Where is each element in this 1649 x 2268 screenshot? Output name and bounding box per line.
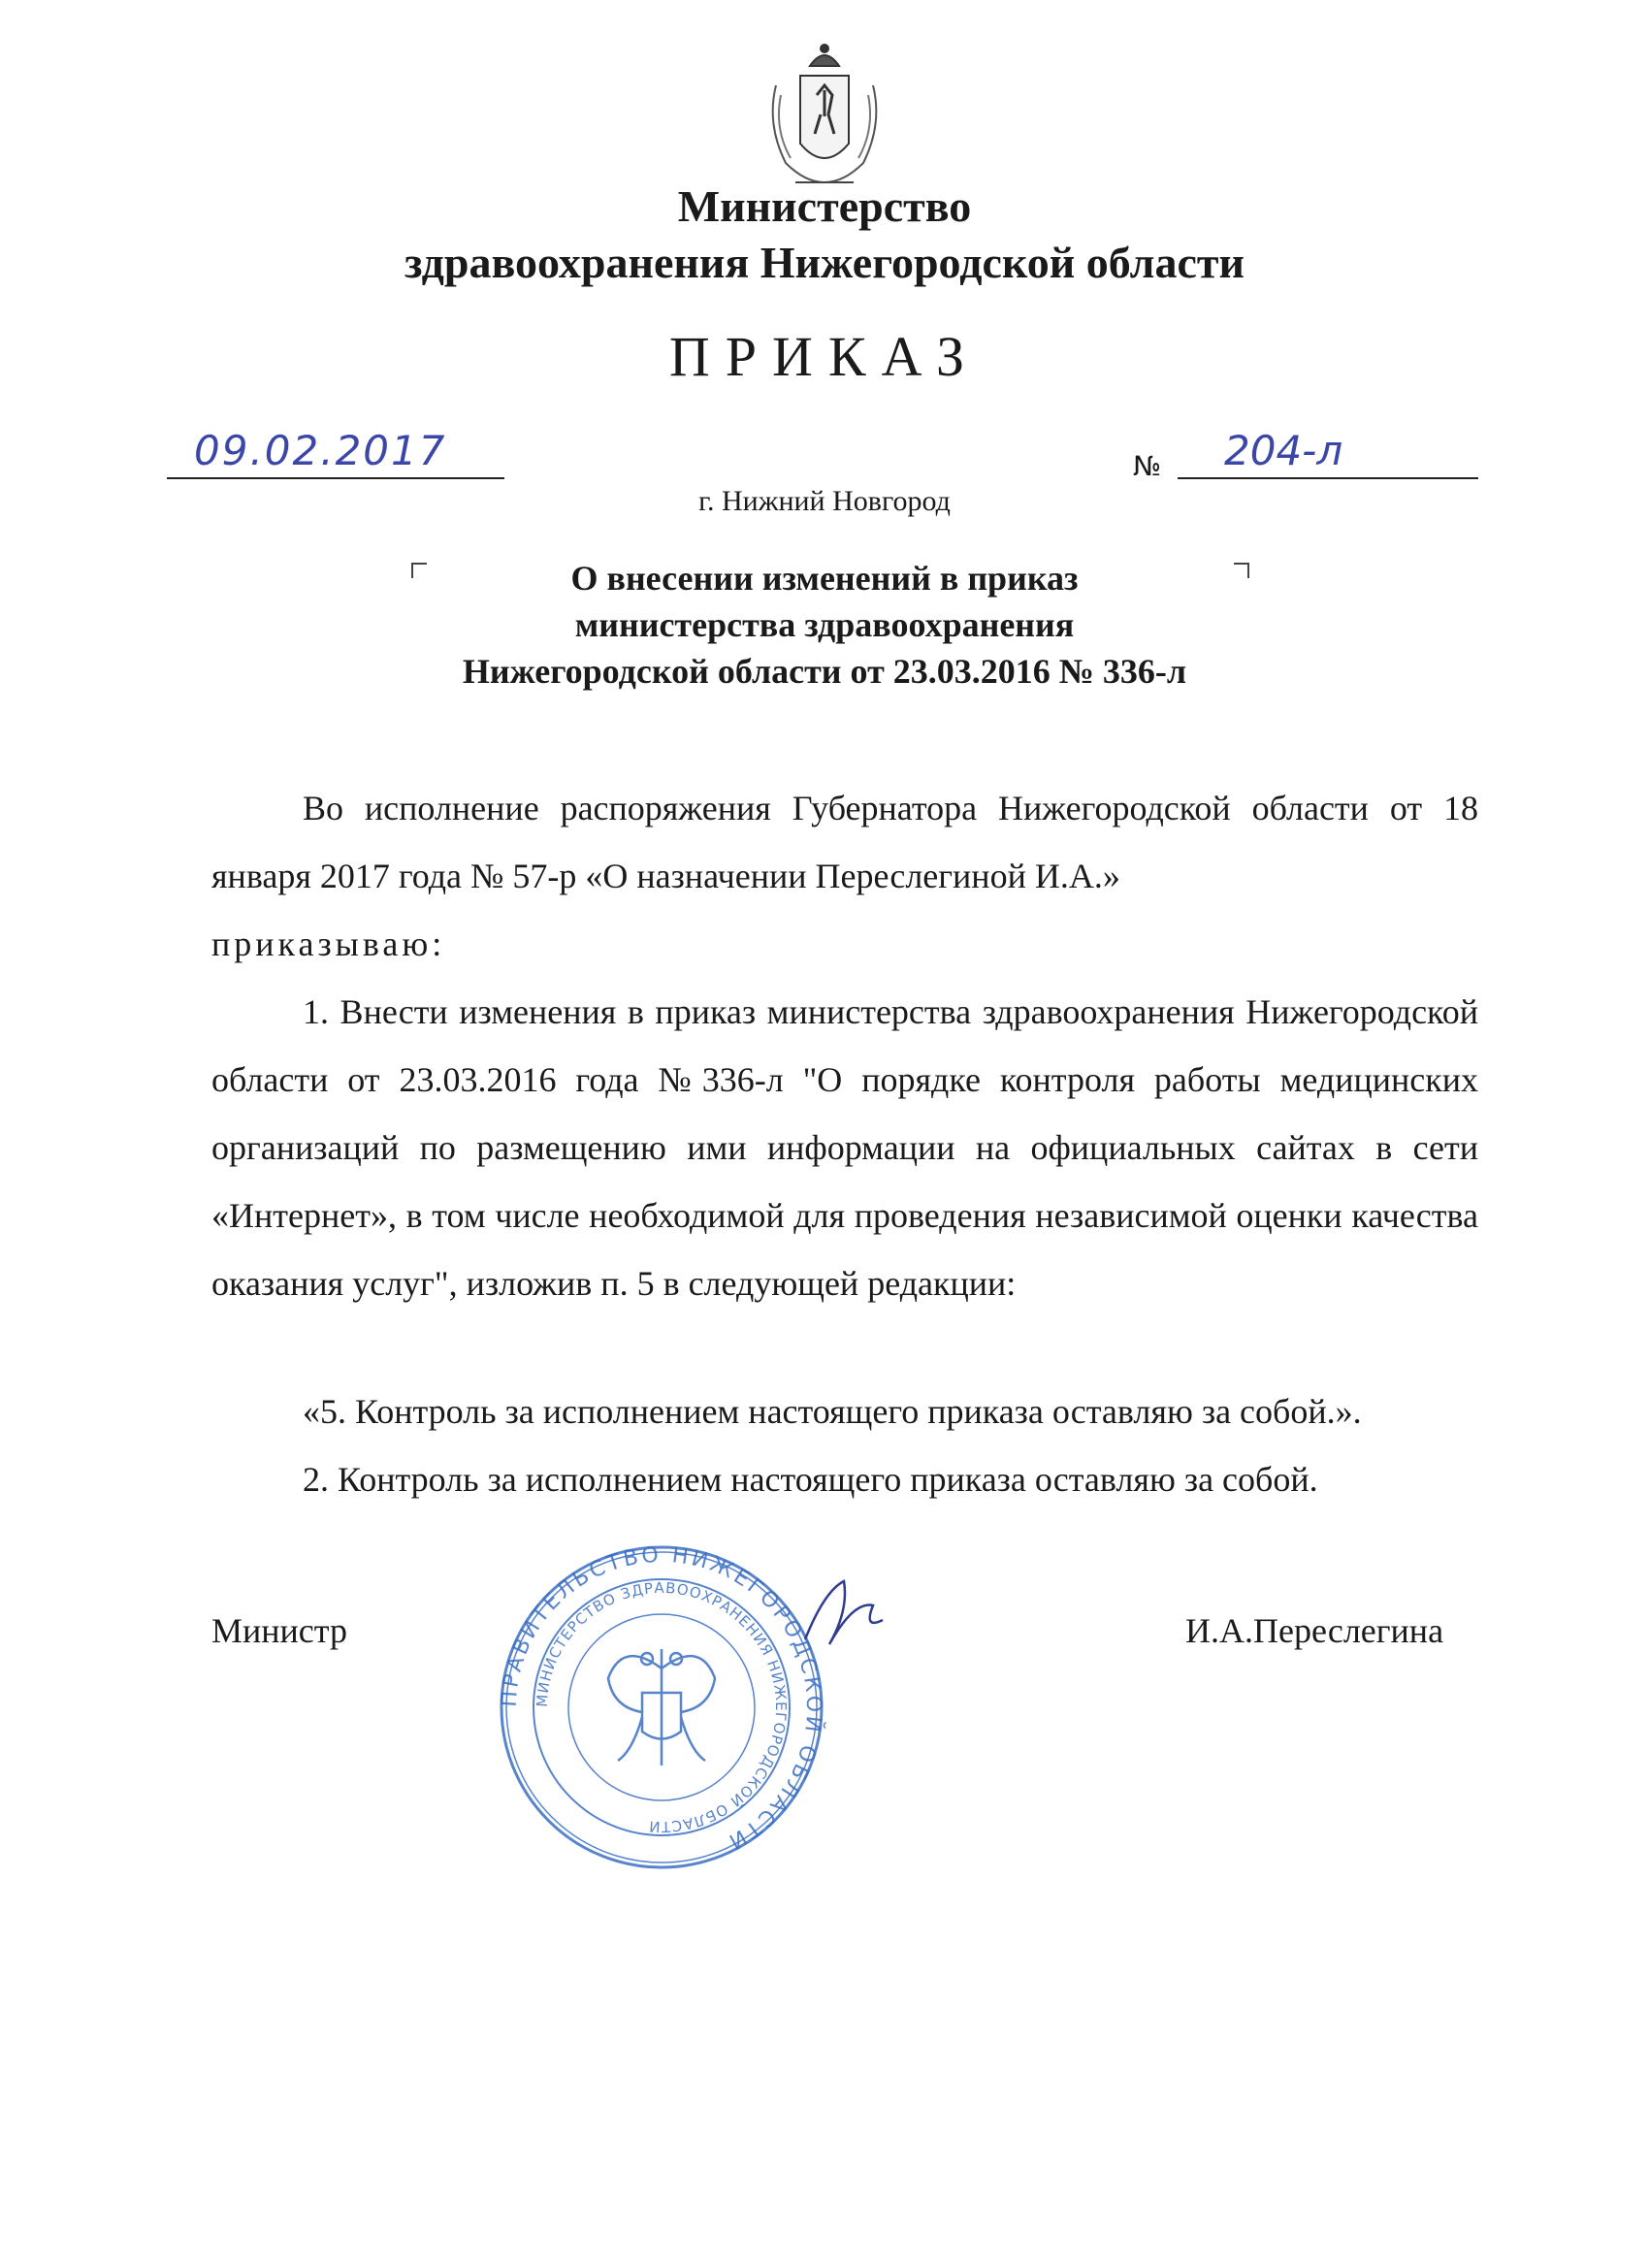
date-handwritten: 09.02.2017: [194, 427, 447, 474]
subject-line2: министерства здравоохранения: [574, 605, 1075, 644]
order-word: приказываю:: [211, 924, 446, 963]
number-handwritten: 204-л: [1224, 427, 1343, 474]
organization-name-line1: Министерство: [677, 181, 972, 231]
stamp-outer-text: ПРАВИТЕЛЬСТВО НИЖЕГОРОДСКОЙ ОБЛАСТИ: [497, 1542, 826, 1855]
order-item-1-quote: «5. Контроль за исполнением настоящего приказа оставляю за собой.».: [303, 1392, 1362, 1431]
order-item-2: 2. Контроль за исполнением настоящего приказа оставляю за собой.: [303, 1460, 1318, 1499]
order-item-1: 1. Внести изменения в приказ министерства здравоохранения Нижегородской области от 23.03.2016 года №336-л "О порядке контроля работы медицинских организаций по размещению ими информации на официальных сайтах в сети «Интернет», в том числе необходимой для проведения независимой оценки качества оказания услуг", изложив п. 5 в следующей редакции:: [211, 992, 1478, 1303]
stamp-inner-text: МИНИСТЕРСТВО ЗДРАВООХРАНЕНИЯ НИЖЕГОРОДСКОЙ ОБЛАСТИ: [533, 1578, 791, 1836]
subject-line1: О внесении изменений в приказ: [570, 559, 1079, 598]
date-underline: [167, 477, 504, 479]
subject-line3: Нижегородской области от 23.03.2016 № 336-л: [462, 652, 1187, 691]
city: г. Нижний Новгород: [698, 485, 951, 517]
official-stamp-icon: [497, 1542, 826, 1872]
preamble-paragraph: Во исполнение распоряжения Губернатора Нижегородской области от 18 января 2017 года № 57-р «О назначении Переслегиной И.А.»: [211, 789, 1478, 895]
number-sign: №: [1133, 450, 1162, 482]
coat-of-arms-icon: [757, 37, 892, 192]
signatory-position: Министр: [211, 1611, 347, 1650]
document-type-title: ПРИКАЗ: [668, 325, 981, 388]
handwritten-signature-icon: [795, 1571, 892, 1659]
signatory-name: И.А.Переслегина: [1185, 1611, 1444, 1650]
organization-name-line2: здравоохранения Нижегородской области: [404, 238, 1245, 287]
number-underline: [1178, 477, 1478, 479]
